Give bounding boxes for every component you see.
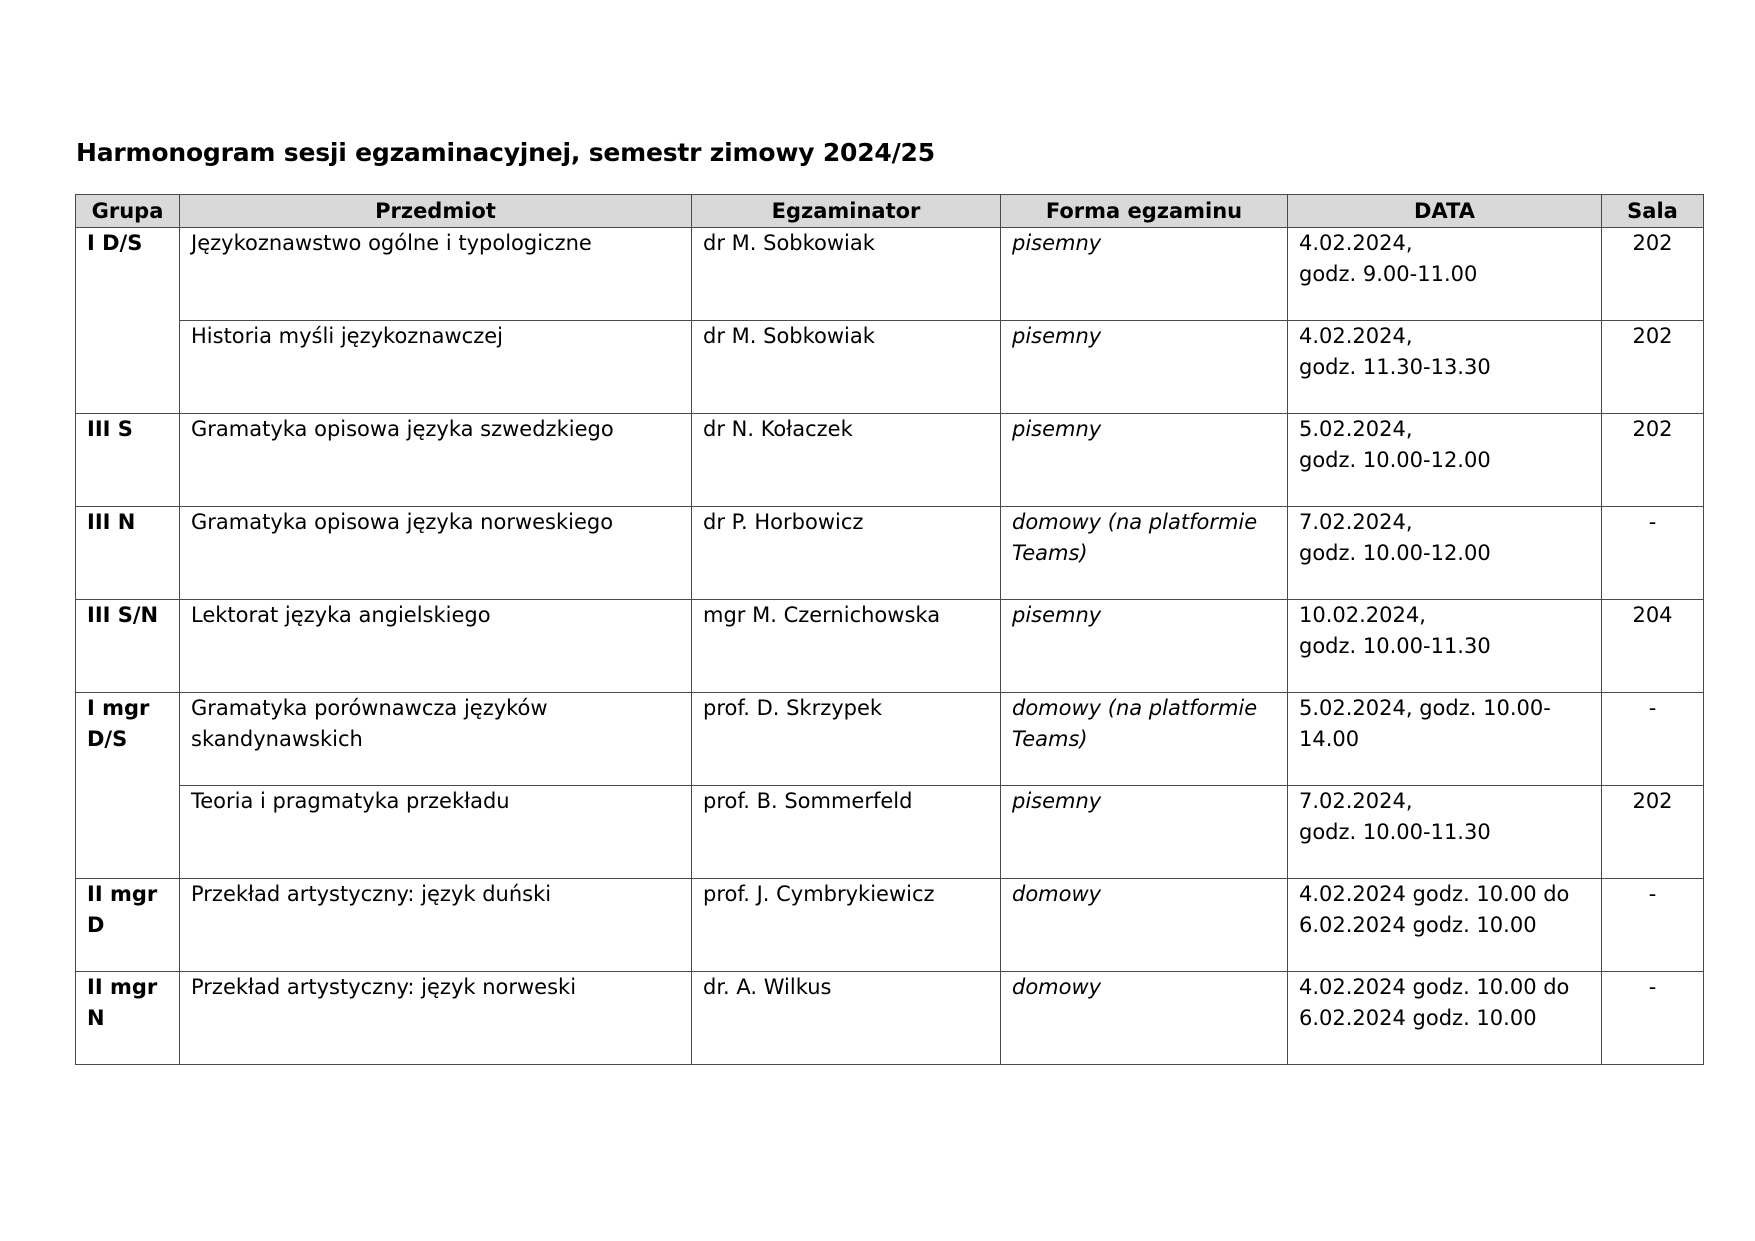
subject-cell: [180, 693, 692, 786]
examiner-text: prof. J. Cymbrykiewicz: [703, 882, 935, 906]
table-header: [76, 195, 1704, 228]
date-cell: [1288, 786, 1602, 879]
subject-text: Gramatyka opisowa języka szwedzkiego: [191, 417, 614, 441]
subject-cell: [180, 600, 692, 693]
date-text: 5.02.2024, godz. 10.00- 14.00: [1299, 696, 1551, 751]
date-cell: [1288, 600, 1602, 693]
table-row: [76, 879, 1704, 972]
room-text: -: [1648, 510, 1657, 534]
column-header-examiner: Egzaminator: [692, 195, 1001, 228]
form-cell: [1001, 507, 1288, 600]
column-header-group: Grupa: [76, 195, 180, 228]
examiner-cell: [692, 228, 1001, 321]
room-text: 202: [1632, 324, 1673, 348]
date-text: 7.02.2024, godz. 10.00-12.00: [1299, 510, 1491, 565]
date-text: 7.02.2024, godz. 10.00-11.30: [1299, 789, 1491, 844]
group-label: I mgr D/S: [87, 696, 150, 751]
group-label: III N: [87, 510, 136, 534]
form-cell: [1001, 321, 1288, 414]
date-text: 5.02.2024, godz. 10.00-12.00: [1299, 417, 1491, 472]
form-cell: [1001, 693, 1288, 786]
column-header-date: DATA: [1288, 195, 1602, 228]
date-text: 4.02.2024, godz. 9.00-11.00: [1299, 231, 1478, 286]
group-label: II mgr D: [87, 882, 158, 937]
form-text: domowy: [1012, 882, 1102, 906]
table-row: [76, 321, 1704, 414]
group-cell: [76, 507, 180, 600]
date-cell: [1288, 414, 1602, 507]
subject-cell: [180, 228, 692, 321]
examiner-cell: [692, 693, 1001, 786]
subject-cell: [180, 879, 692, 972]
room-text: 204: [1632, 603, 1673, 627]
examiner-text: dr N. Kołaczek: [703, 417, 853, 441]
subject-text: Gramatyka opisowa języka norweskiego: [191, 510, 614, 534]
subject-text: Językoznawstwo ogólne i typologiczne: [191, 231, 592, 255]
form-text: domowy (na platformie Teams): [1012, 696, 1258, 751]
date-text: 4.02.2024 godz. 10.00 do 6.02.2024 godz. 10.00: [1299, 882, 1570, 937]
room-cell: [1602, 693, 1704, 786]
group-cell: [76, 600, 180, 693]
form-text: domowy (na platformie Teams): [1012, 510, 1258, 565]
date-cell: [1288, 972, 1602, 1065]
group-cell: [76, 228, 180, 414]
examiner-text: mgr M. Czernichowska: [703, 603, 941, 627]
table-row: [76, 600, 1704, 693]
room-text: 202: [1632, 231, 1673, 255]
subject-text: Przekład artystyczny: język norweski: [191, 975, 577, 999]
date-cell: [1288, 507, 1602, 600]
group-label: I D/S: [87, 231, 143, 255]
form-cell: [1001, 786, 1288, 879]
form-text: pisemny: [1012, 417, 1102, 441]
subject-text: Lektorat języka angielskiego: [191, 603, 491, 627]
date-cell: [1288, 879, 1602, 972]
form-cell: [1001, 600, 1288, 693]
examiner-text: dr M. Sobkowiak: [703, 231, 875, 255]
table-body: [76, 228, 1704, 1065]
room-cell: [1602, 972, 1704, 1065]
room-cell: [1602, 414, 1704, 507]
subject-text: Teoria i pragmatyka przekładu: [191, 789, 510, 813]
room-cell: [1602, 507, 1704, 600]
examiner-cell: [692, 321, 1001, 414]
date-text: 4.02.2024, godz. 11.30-13.30: [1299, 324, 1491, 379]
table-row: [76, 507, 1704, 600]
examiner-cell: [692, 786, 1001, 879]
examiner-text: dr M. Sobkowiak: [703, 324, 875, 348]
subject-cell: [180, 414, 692, 507]
room-cell: [1602, 600, 1704, 693]
group-label: III S: [87, 417, 133, 441]
examiner-cell: [692, 879, 1001, 972]
room-text: 202: [1632, 417, 1673, 441]
group-cell: [76, 414, 180, 507]
column-header-subject: Przedmiot: [180, 195, 692, 228]
group-cell: [76, 693, 180, 879]
form-cell: [1001, 879, 1288, 972]
subject-text: Gramatyka porównawcza języków skandynawskich: [191, 696, 548, 751]
subject-cell: [180, 972, 692, 1065]
table-row: [76, 228, 1704, 321]
column-header-form: Forma egzaminu: [1001, 195, 1288, 228]
form-cell: [1001, 414, 1288, 507]
examiner-text: dr P. Horbowicz: [703, 510, 864, 534]
room-cell: [1602, 786, 1704, 879]
group-cell: [76, 972, 180, 1065]
room-text: -: [1648, 696, 1657, 720]
form-cell: [1001, 972, 1288, 1065]
date-cell: [1288, 321, 1602, 414]
form-text: pisemny: [1012, 324, 1102, 348]
room-text: -: [1648, 882, 1657, 906]
date-text: 10.02.2024, godz. 10.00-11.30: [1299, 603, 1491, 658]
room-cell: [1602, 321, 1704, 414]
group-cell: [76, 879, 180, 972]
subject-text: Przekład artystyczny: język duński: [191, 882, 552, 906]
column-header-room: Sala: [1602, 195, 1704, 228]
form-text: pisemny: [1012, 231, 1102, 255]
examiner-cell: [692, 600, 1001, 693]
page-title: Harmonogram sesji egzaminacyjnej, semestr zimowy 2024/25: [76, 138, 935, 167]
form-cell: [1001, 228, 1288, 321]
examiner-text: prof. B. Sommerfeld: [703, 789, 913, 813]
room-text: -: [1648, 975, 1657, 999]
examiner-text: dr. A. Wilkus: [703, 975, 832, 999]
table-row: [76, 693, 1704, 786]
group-label: III S/N: [87, 603, 159, 627]
form-text: pisemny: [1012, 603, 1102, 627]
subject-cell: [180, 321, 692, 414]
form-text: domowy: [1012, 975, 1102, 999]
room-cell: [1602, 228, 1704, 321]
form-text: pisemny: [1012, 789, 1102, 813]
group-label: II mgr N: [87, 975, 158, 1030]
examiner-cell: [692, 972, 1001, 1065]
table-row: [76, 414, 1704, 507]
subject-cell: [180, 786, 692, 879]
room-text: 202: [1632, 789, 1673, 813]
date-cell: [1288, 693, 1602, 786]
table-row: [76, 972, 1704, 1065]
examiner-cell: [692, 507, 1001, 600]
examiner-cell: [692, 414, 1001, 507]
room-cell: [1602, 879, 1704, 972]
table-row: [76, 786, 1704, 879]
subject-text: Historia myśli językoznawczej: [191, 324, 503, 348]
date-text: 4.02.2024 godz. 10.00 do 6.02.2024 godz. 10.00: [1299, 975, 1570, 1030]
date-cell: [1288, 228, 1602, 321]
examiner-text: prof. D. Skrzypek: [703, 696, 883, 720]
header-row: [76, 195, 1704, 228]
subject-cell: [180, 507, 692, 600]
exam-schedule-table: [75, 194, 1704, 1065]
